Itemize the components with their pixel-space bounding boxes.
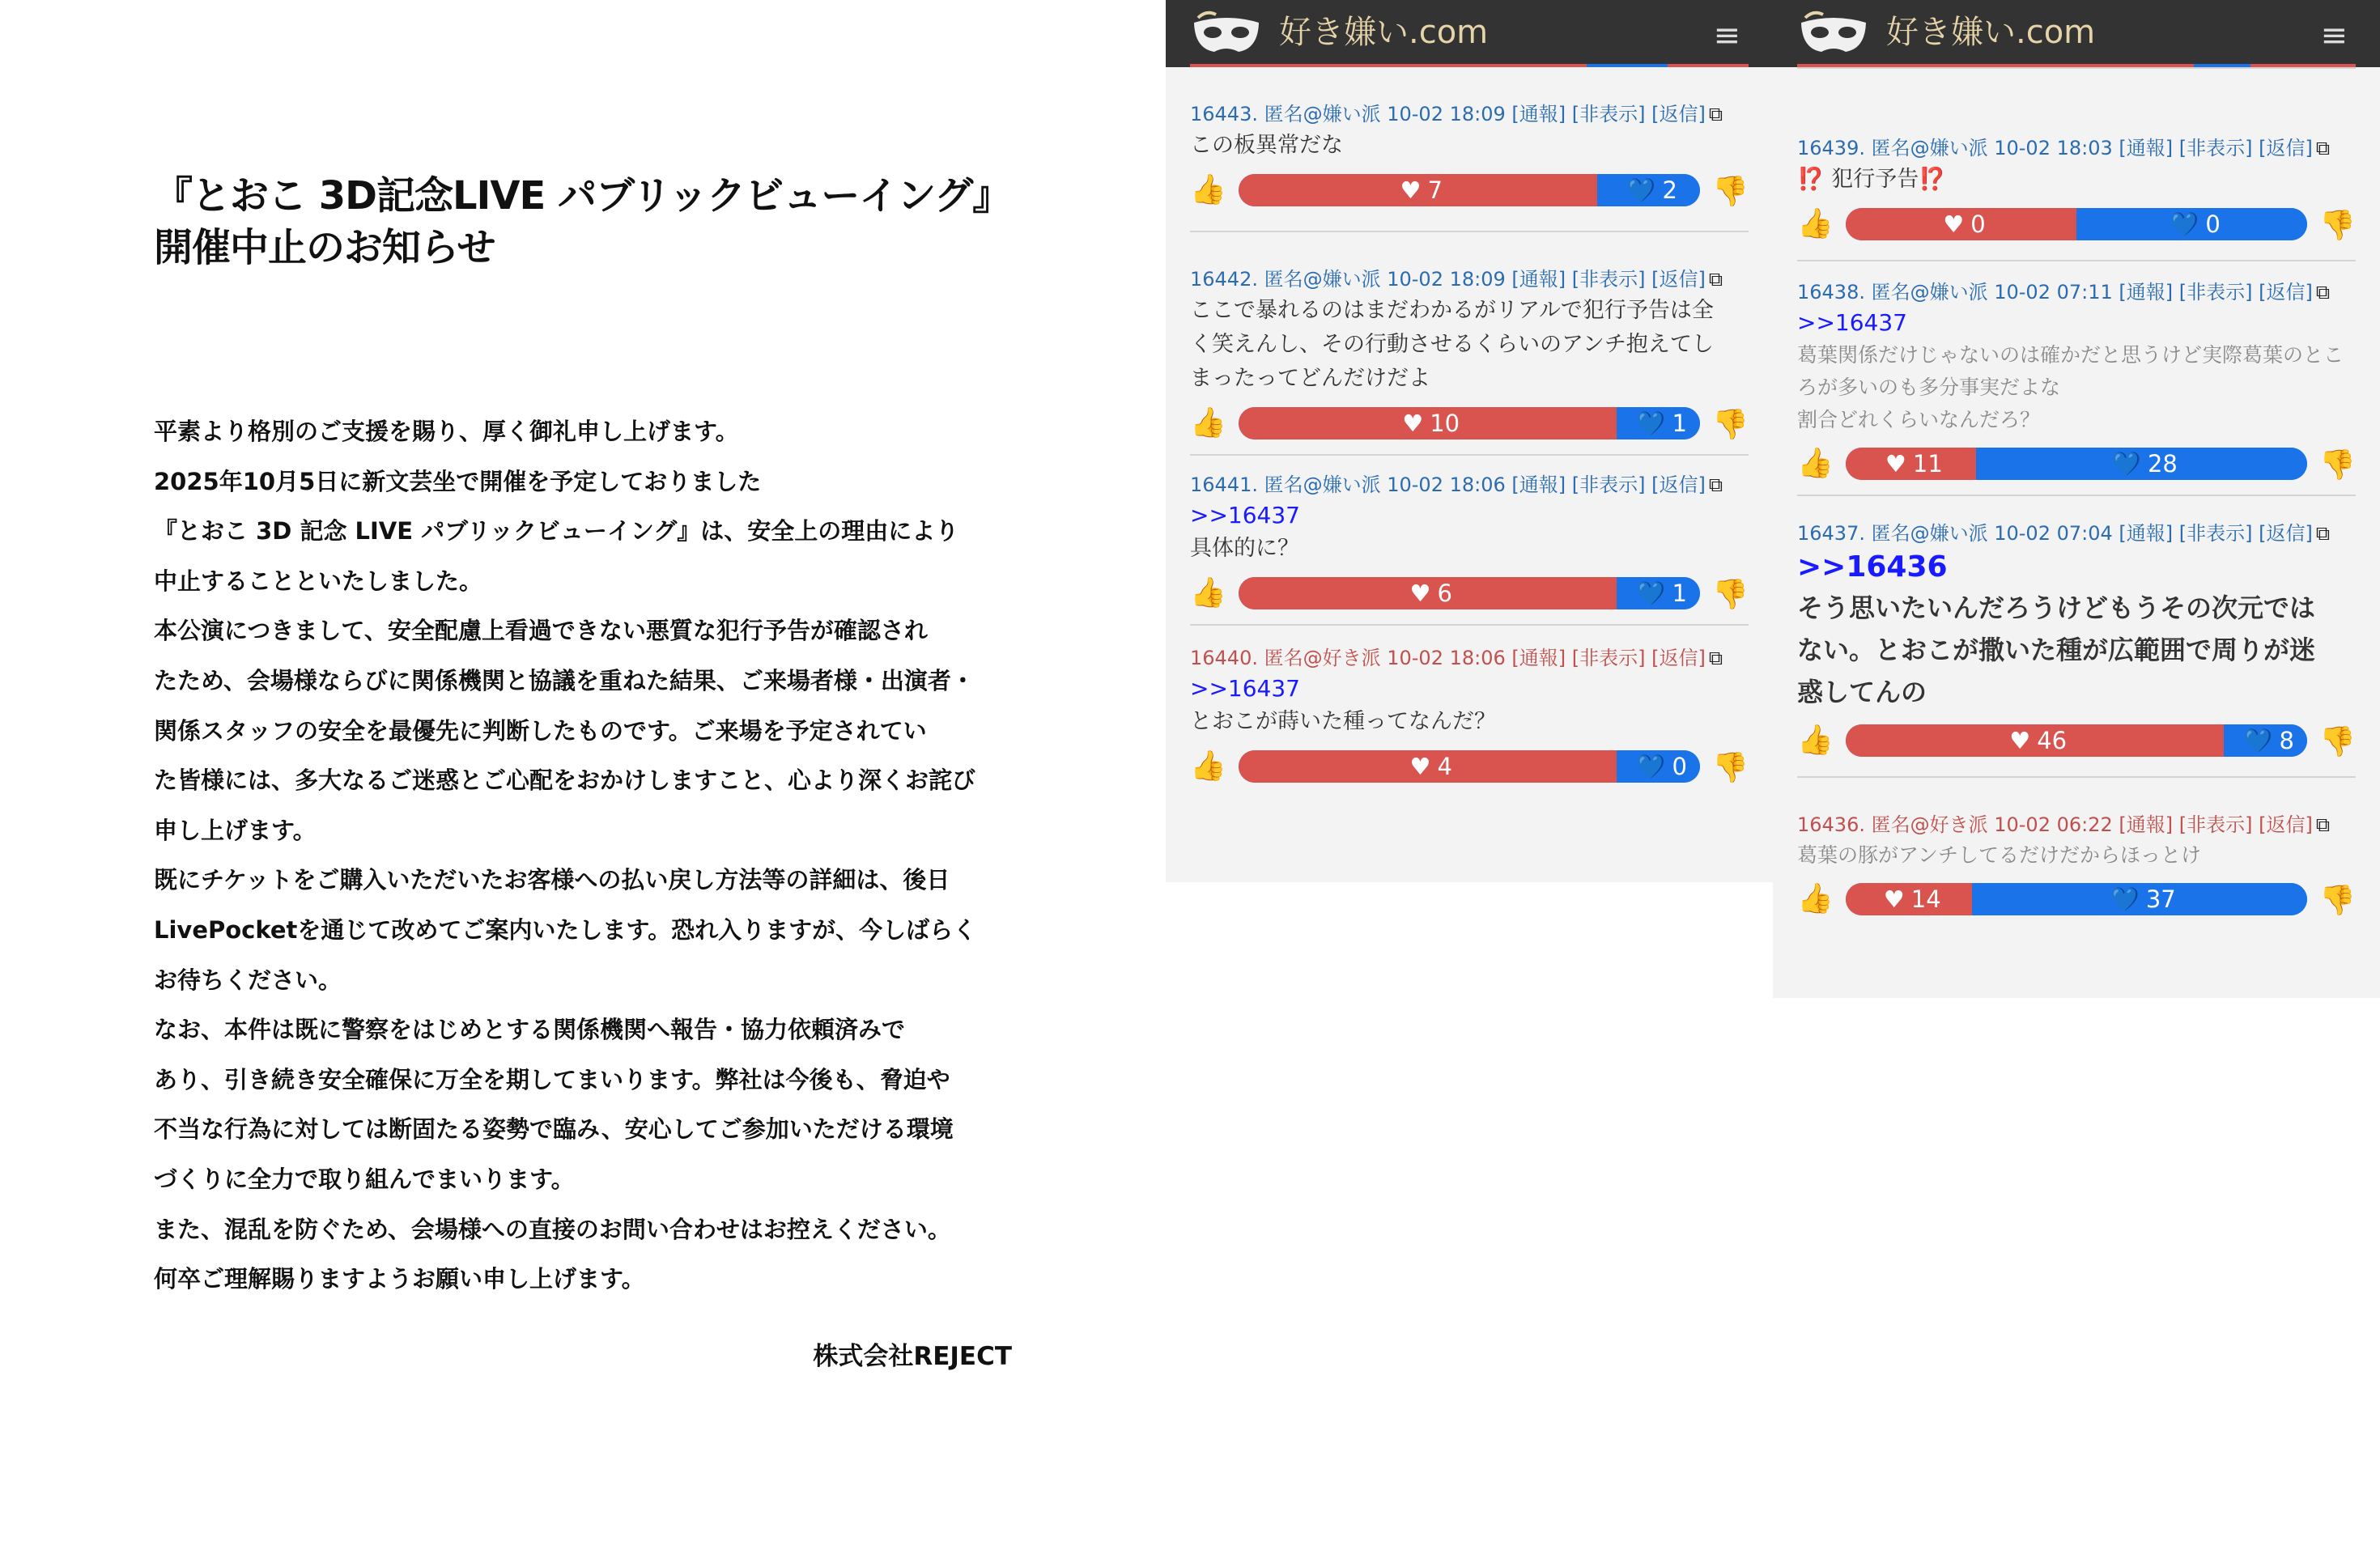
post-separator xyxy=(1190,454,1749,456)
dislike-segment xyxy=(2224,724,2307,757)
dislike-count: 1 xyxy=(1672,410,1687,437)
vote-row xyxy=(1797,200,2356,247)
thumb-down-icon[interactable]: 👍 xyxy=(2319,208,2356,241)
dislike-count: 2 xyxy=(1662,176,1677,204)
reply-anchor-link[interactable]: >>16437 xyxy=(1190,502,1300,529)
thumb-down-icon[interactable]: 👍 xyxy=(1712,174,1749,207)
like-count: 10 xyxy=(1430,410,1460,437)
like-segment xyxy=(1239,750,1617,783)
notice-paragraph: 申し上げます。 xyxy=(154,816,317,844)
post-separator xyxy=(1797,495,2356,496)
like-count: 46 xyxy=(2037,727,2068,754)
notice-title-line-2: 開催中止のお知らせ xyxy=(154,225,495,270)
dislike-segment xyxy=(1976,448,2307,480)
notice-paragraph: 既にチケットをご購入いただいたお客様への払い戻し方法等の詳細は、後日 xyxy=(154,866,950,894)
heartbeat-icon: 💙 xyxy=(1636,579,1666,607)
forum-post xyxy=(1166,624,1773,789)
notice-title-line-1: 『とおこ 3D記念LIVE パブリックビューイング』 xyxy=(154,173,1011,219)
thumb-up-icon[interactable]: 👍 xyxy=(1797,724,1834,757)
post-list xyxy=(1166,67,1773,789)
post-body-line: 葛葉関係だけじゃないのは確かだと思うけど実際葛葉のとこ xyxy=(1797,343,2344,367)
notice-paragraph: た皆様には、多大なるご迷惑とご心配をおかけしますこと、心より深くお詫び xyxy=(154,766,976,795)
forum-post xyxy=(1773,495,2380,763)
like-segment xyxy=(1846,724,2224,757)
vote-row xyxy=(1190,569,1749,616)
company-name: 株式会社REJECT xyxy=(813,1341,1012,1371)
post-meta-text[interactable]: 16438. 匿名@嫌い派 10-02 07:11 [通報] [非表示] [返信] xyxy=(1797,281,2313,304)
forum-post xyxy=(1166,67,1773,213)
dislike-segment xyxy=(1972,883,2307,915)
thumb-up-icon[interactable]: 👍 xyxy=(1190,749,1226,783)
post-meta-text[interactable]: 16442. 匿名@嫌い派 10-02 18:09 [通報] [非表示] [返信] xyxy=(1190,268,1706,291)
thumb-down-icon[interactable]: 👍 xyxy=(2319,724,2356,758)
thumb-up-icon[interactable]: 👍 xyxy=(1190,406,1226,439)
copy-icon[interactable]: ⧉ xyxy=(1708,473,1723,496)
app-header xyxy=(1166,0,1773,67)
dislike-count: 1 xyxy=(1672,580,1687,607)
dislike-count: 28 xyxy=(2147,450,2178,478)
site-logo[interactable]: 好き嫌い.com xyxy=(1886,14,2096,51)
copy-icon[interactable]: ⧉ xyxy=(1708,103,1723,125)
post-body xyxy=(1797,339,2356,436)
post-body-line: 葛葉の豚がアンチしてるだけだからほっとけ xyxy=(1797,843,2202,867)
post-body-line: 惑してんの xyxy=(1797,677,1927,707)
post-body-line: 割合どれくらいなんだろ？ xyxy=(1797,408,2041,431)
vote-bar xyxy=(1239,750,1700,783)
like-count: 7 xyxy=(1427,176,1443,204)
heart-icon: ♥ xyxy=(1885,450,1906,478)
reply-anchor-link[interactable]: >>16437 xyxy=(1797,309,1907,336)
vote-row xyxy=(1190,742,1749,789)
forum-screenshot-2 xyxy=(1773,0,2380,998)
cancellation-notice xyxy=(154,170,1012,1372)
vote-row xyxy=(1797,716,2356,763)
copy-icon[interactable]: ⧉ xyxy=(2315,137,2330,159)
heart-icon: ♥ xyxy=(1943,210,1965,238)
copy-icon[interactable]: ⧉ xyxy=(1708,268,1723,291)
vote-row xyxy=(1797,875,2356,922)
post-body xyxy=(1190,129,1749,163)
post-body xyxy=(1797,587,2356,713)
post-meta[interactable] xyxy=(1190,100,1749,129)
thumb-down-icon[interactable]: 👍 xyxy=(2319,883,2356,916)
post-body-line: く笑えんし、その行動させるくらいのアンチ抱えてし xyxy=(1190,332,1714,357)
dislike-segment xyxy=(2076,208,2307,240)
heartbeat-icon: 💙 xyxy=(2111,449,2141,478)
post-separator xyxy=(1797,776,2356,778)
reply-anchor-link[interactable]: >>16437 xyxy=(1190,675,1300,702)
post-meta-text[interactable]: 16437. 匿名@嫌い派 10-02 07:04 [通報] [非表示] [返信] xyxy=(1797,522,2313,545)
post-body xyxy=(1797,163,2356,197)
notice-paragraph: 本公演につきまして、安全配慮上看過できない悪質な犯行予告が確認され xyxy=(154,617,928,645)
post-body-line: まったってどんだけだよ xyxy=(1190,366,1430,391)
heartbeat-icon: 💙 xyxy=(1626,176,1656,204)
post-body-line: ここで暴れるのはまだわかるがリアルで犯行予告は全 xyxy=(1190,298,1714,323)
post-separator xyxy=(1797,260,2356,261)
reply-anchor-link[interactable]: >>16436 xyxy=(1797,550,1948,584)
vote-bar xyxy=(1846,724,2307,757)
heartbeat-icon: 💙 xyxy=(2170,210,2199,238)
like-segment xyxy=(1846,883,1972,915)
dislike-segment xyxy=(1617,750,1700,783)
vote-row xyxy=(1190,166,1749,213)
dislike-count: 0 xyxy=(1672,753,1687,780)
post-body-line: とおこが蒔いた種ってなんだ？ xyxy=(1190,709,1496,734)
post-body-line: そう思いたいんだろうけどもうその次元では xyxy=(1797,592,2316,623)
post-meta-text[interactable]: 16441. 匿名@嫌い派 10-02 18:06 [通報] [非表示] [返信] xyxy=(1190,473,1706,496)
heart-icon: ♥ xyxy=(1883,885,1905,913)
post-body-line: 具体的に？ xyxy=(1190,536,1299,561)
thumb-up-icon[interactable]: 👍 xyxy=(1797,207,1834,240)
like-count: 0 xyxy=(1970,210,1986,238)
notice-paragraph: お待ちください。 xyxy=(154,966,342,994)
post-body-line: ⁉️ 犯行予告⁉️ xyxy=(1797,167,1946,192)
heartbeat-icon: 💙 xyxy=(2243,726,2273,754)
like-segment xyxy=(1846,448,1976,480)
post-separator xyxy=(1190,624,1749,626)
notice-paragraph: づくりに全力で取り組んでまいります。 xyxy=(154,1165,575,1193)
post-body xyxy=(1190,705,1749,739)
vote-bar xyxy=(1239,577,1700,609)
like-segment xyxy=(1846,208,2076,240)
like-segment xyxy=(1239,577,1617,609)
notice-paragraph: LivePocketを通じて改めてご案内いたします。恐れ入りますが、今しばらく xyxy=(154,915,977,944)
notice-paragraph: あり、引き続き安全確保に万全を期してまいります。弊社は今後も、脅迫や xyxy=(154,1065,950,1093)
post-meta[interactable] xyxy=(1797,134,2356,163)
notice-paragraph: 中止することといたしました。 xyxy=(154,567,483,595)
dislike-count: 0 xyxy=(2205,210,2221,238)
forum-post xyxy=(1773,67,2380,247)
notice-paragraph: また、混乱を防ぐため、会場様への直接のお問い合わせはお控えください。 xyxy=(154,1215,951,1243)
notice-paragraph: 平素より格別のご支援を賜り、厚く御礼申し上げます。 xyxy=(154,418,739,445)
post-body-line: ろが多いのも多分事実だよな xyxy=(1797,376,2061,399)
post-meta-text[interactable]: 16439. 匿名@嫌い派 10-02 18:03 [通報] [非表示] [返信] xyxy=(1797,137,2313,159)
vote-bar xyxy=(1846,448,2307,480)
post-meta[interactable] xyxy=(1797,519,2356,548)
header-vote-strip xyxy=(1190,64,1749,67)
like-count: 14 xyxy=(1910,885,1941,913)
thumb-down-icon[interactable]: 👍 xyxy=(2319,448,2356,481)
thumb-up-icon[interactable]: 👍 xyxy=(1797,447,1834,480)
post-meta[interactable] xyxy=(1797,810,2356,839)
forum-post xyxy=(1166,454,1773,616)
dislike-count: 8 xyxy=(2279,727,2294,754)
notice-paragraph: 不当な行為に対しては断固たる姿勢で臨み、安心してご参加いただける環境 xyxy=(154,1115,954,1144)
notice-paragraph: 関係スタッフの安全を最優先に判断したものです。ご来場を予定されてい xyxy=(154,716,927,745)
like-segment xyxy=(1239,174,1597,206)
copy-icon[interactable]: ⧉ xyxy=(2315,813,2330,836)
vote-bar xyxy=(1239,174,1700,206)
notice-paragraph: 『とおこ 3D 記念 LIVE パブリックビューイング』は、安全上の理由により xyxy=(154,517,959,546)
copy-icon[interactable]: ⧉ xyxy=(2315,522,2330,545)
heartbeat-icon: 💙 xyxy=(1636,752,1666,780)
post-separator xyxy=(1190,231,1749,232)
copy-icon[interactable]: ⧉ xyxy=(1708,647,1723,669)
thumb-down-icon[interactable]: 👍 xyxy=(1712,750,1749,783)
mask-logo-icon xyxy=(1190,8,1263,60)
vote-bar xyxy=(1239,407,1700,439)
post-meta[interactable] xyxy=(1190,643,1749,673)
thumb-down-icon[interactable]: 👍 xyxy=(1712,407,1749,440)
forum-post xyxy=(1773,260,2380,486)
heart-icon: ♥ xyxy=(1400,176,1422,204)
notice-paragraph: 2025年10月5日に新文芸坐で開催を予定しておりました xyxy=(154,467,762,495)
vote-row xyxy=(1797,439,2356,486)
post-separator xyxy=(1797,67,2356,69)
post-body xyxy=(1190,532,1749,566)
menu-icon[interactable]: ≡ xyxy=(2320,17,2348,54)
vote-row xyxy=(1190,399,1749,446)
heart-icon: ♥ xyxy=(1402,410,1424,437)
header-vote-strip xyxy=(1797,64,2356,67)
thumb-up-icon[interactable]: 👍 xyxy=(1190,173,1226,206)
notice-paragraph: 何卒ご理解賜りますようお願い申し上げます。 xyxy=(154,1265,645,1293)
heart-icon: ♥ xyxy=(1409,580,1431,607)
like-count: 11 xyxy=(1912,450,1943,478)
copy-icon[interactable]: ⧉ xyxy=(2315,281,2330,304)
post-body-line: ない。とおこが撒いた種が広範囲で周りが迷 xyxy=(1797,635,2316,665)
post-meta-text[interactable]: 16443. 匿名@嫌い派 10-02 18:09 [通報] [非表示] [返信] xyxy=(1190,103,1706,125)
post-meta-text[interactable]: 16436. 匿名@好き派 10-02 06:22 [通報] [非表示] [返信] xyxy=(1797,813,2313,836)
dislike-count: 37 xyxy=(2145,885,2176,913)
post-list xyxy=(1773,67,2380,922)
post-meta[interactable] xyxy=(1797,278,2356,307)
thumb-up-icon[interactable]: 👍 xyxy=(1190,576,1226,609)
forum-post xyxy=(1166,231,1773,446)
dislike-segment xyxy=(1617,407,1700,439)
mask-logo-icon xyxy=(1797,8,1870,60)
vote-bar xyxy=(1846,208,2307,240)
forum-post xyxy=(1773,776,2380,922)
menu-icon[interactable]: ≡ xyxy=(1713,17,1740,54)
dislike-segment xyxy=(1597,174,1700,206)
like-segment xyxy=(1239,407,1617,439)
heartbeat-icon: 💙 xyxy=(1636,409,1666,437)
site-logo[interactable]: 好き嫌い.com xyxy=(1279,14,1489,51)
notice-title xyxy=(154,170,1012,274)
notice-body xyxy=(154,407,1012,1305)
forum-screenshot-1 xyxy=(1166,0,1773,882)
post-meta[interactable] xyxy=(1190,265,1749,294)
heart-icon: ♥ xyxy=(1409,753,1431,780)
post-body xyxy=(1190,294,1749,396)
post-body xyxy=(1797,839,2356,872)
notice-paragraph: たため、会場様ならびに関係機関と協議を重ねた結果、ご来場者様・出演者・ xyxy=(154,666,975,694)
like-count: 6 xyxy=(1437,580,1452,607)
heart-icon: ♥ xyxy=(2009,727,2031,754)
dislike-segment xyxy=(1617,577,1700,609)
post-meta-text[interactable]: 16440. 匿名@好き派 10-02 18:06 [通報] [非表示] [返信] xyxy=(1190,647,1706,669)
notice-paragraph: なお、本件は既に警察をはじめとする関係機関へ報告・協力依頼済みで xyxy=(154,1016,906,1044)
post-body-line: この板異常だな xyxy=(1190,133,1343,158)
thumb-down-icon[interactable]: 👍 xyxy=(1712,577,1749,610)
like-count: 4 xyxy=(1437,753,1452,780)
vote-bar xyxy=(1846,883,2307,915)
heartbeat-icon: 💙 xyxy=(2110,885,2140,913)
thumb-up-icon[interactable]: 👍 xyxy=(1797,882,1834,915)
app-header xyxy=(1773,0,2380,67)
post-meta[interactable] xyxy=(1190,470,1749,499)
